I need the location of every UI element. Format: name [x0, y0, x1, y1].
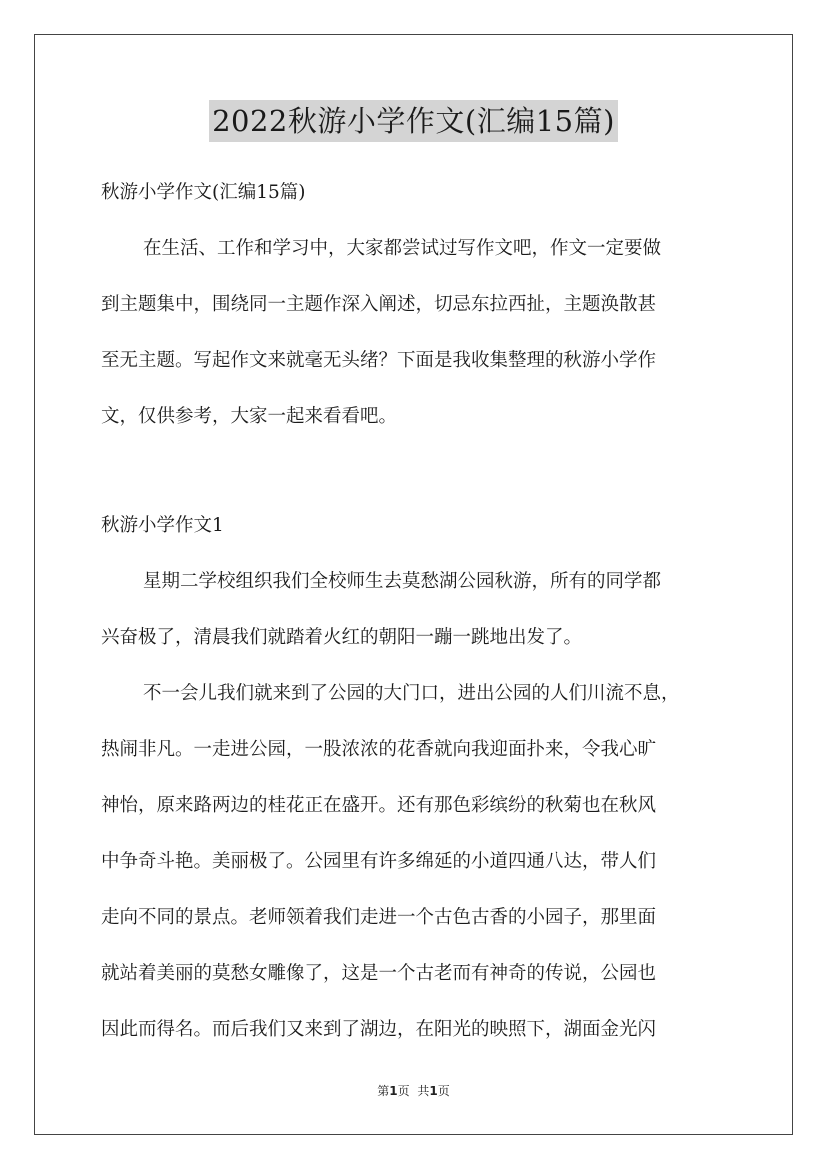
para2-line: 走向不同的景点。老师领着我们走进一个古色古香的小园子，那里面: [101, 907, 657, 928]
para1-line: 星期二学校组织我们全校师生去莫愁湖公园秋游，所有的同学都: [143, 571, 662, 592]
page-footer: [0, 1082, 827, 1099]
para2-line: 中争奇斗艳。美丽极了。公园里有许多绵延的小道四通八达，带人们: [101, 851, 657, 872]
intro-line: 文，仅供参考，大家一起来看看吧。: [101, 406, 398, 427]
footer-page-number: 1: [389, 1084, 398, 1098]
footer-page-suffix: 页: [397, 1084, 410, 1098]
title-container: [0, 100, 827, 142]
footer-total-suffix: 页: [437, 1084, 450, 1098]
document-subtitle: 秋游小学作文(汇编15篇): [101, 182, 306, 203]
footer-total-prefix: 共: [417, 1084, 430, 1098]
footer-page-prefix: 第: [377, 1084, 390, 1098]
essay-heading: 秋游小学作文1: [101, 515, 224, 536]
para2-line: 不一会儿我们就来到了公园的大门口，进出公园的人们川流不息，: [143, 683, 680, 704]
document-body: [101, 176, 741, 1069]
intro-line: 至无主题。写起作文来就毫无头绪？下面是我收集整理的秋游小学作: [101, 350, 657, 371]
para2-line: 热闹非凡。一走进公园，一股浓浓的花香就向我迎面扑来，令我心旷: [101, 739, 657, 760]
intro-line: 在生活、工作和学习中，大家都尝试过写作文吧，作文一定要做: [143, 238, 662, 259]
intro-line: 到主题集中，围绕同一主题作深入阐述，切忌东拉西扯，主题涣散甚: [101, 294, 657, 315]
footer-total-number: 1: [429, 1084, 438, 1098]
paragraph-gap: [101, 456, 741, 509]
para2-line: 神怡，原来路两边的桂花正在盛开。还有那色彩缤纷的秋菊也在秋风: [101, 795, 657, 816]
document-title: 2022秋游小学作文(汇编15篇): [209, 100, 618, 142]
para1-line: 兴奋极了，清晨我们就踏着火红的朝阳一蹦一跳地出发了。: [101, 627, 583, 648]
para2-line: 就站着美丽的莫愁女雕像了，这是一个古老而有神奇的传说，公园也: [101, 963, 657, 984]
para2-line: 因此而得名。而后我们又来到了湖边，在阳光的映照下，湖面金光闪: [101, 1019, 657, 1040]
